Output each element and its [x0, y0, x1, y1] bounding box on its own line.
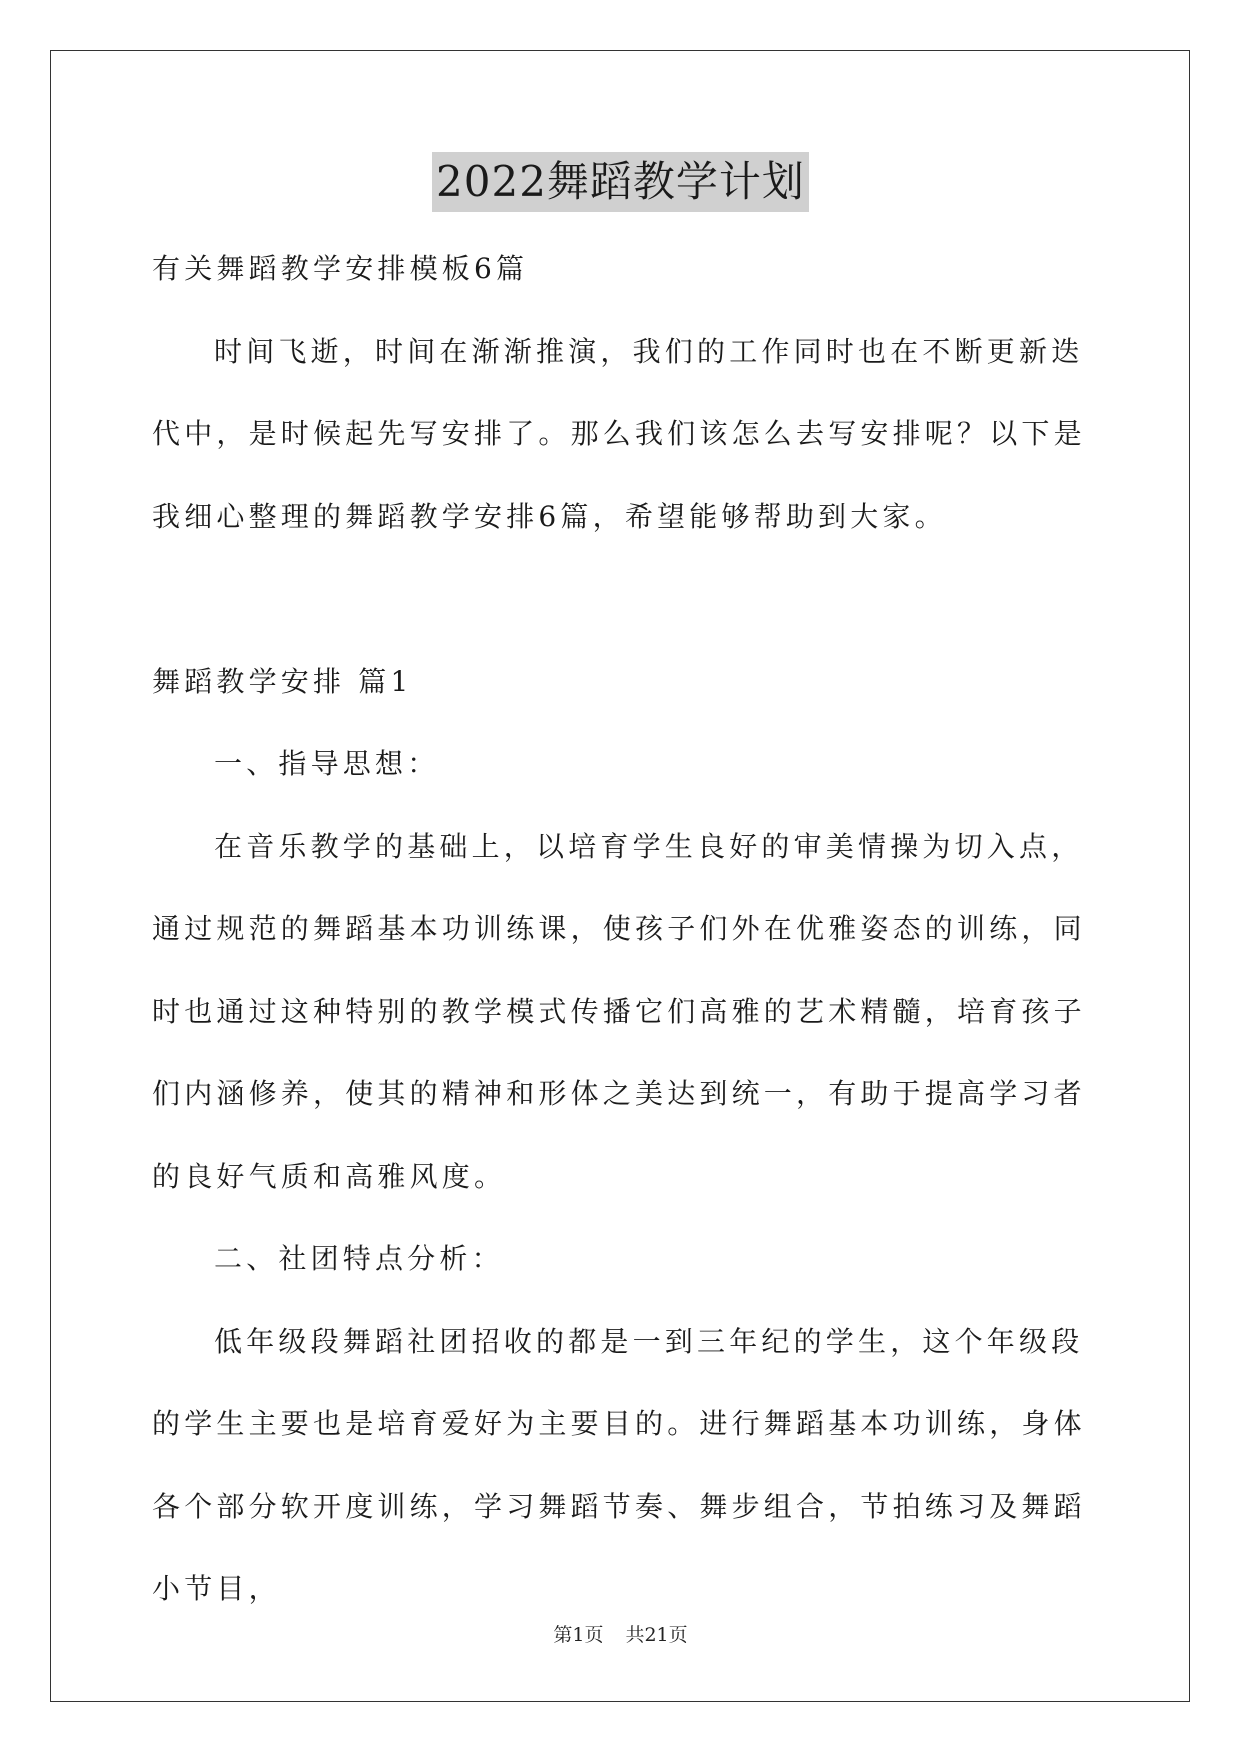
section-spacer — [152, 558, 1090, 641]
paragraph-guiding-ideology: 在音乐教学的基础上，以培育学生良好的审美情操为切入点，通过规范的舞蹈基本功训练课，使孩子们外在优雅姿态的训练，同时也通过这种特别的教学模式传播它们高雅的艺术精髓，培育孩子们内涵修养，使其的精神和形体之美达到统一，有助于提高学习者的良好气质和高雅风度。 — [152, 829, 1086, 1193]
heading-club-analysis: 二、社团特点分析： — [214, 1242, 504, 1275]
document-subtitle: 有关舞蹈教学安排模板6篇 — [152, 252, 529, 285]
page-footer — [0, 1623, 1241, 1647]
document-title: 2022舞蹈教学计划 — [432, 152, 809, 212]
document-body — [152, 228, 1090, 1631]
page-number-total: 共21页 — [625, 1624, 688, 1646]
page-number-current: 第1页 — [553, 1624, 604, 1646]
heading-guiding-ideology: 一、指导思想： — [214, 747, 440, 780]
section-heading: 舞蹈教学安排 篇1 — [152, 664, 413, 698]
intro-paragraph: 时间飞逝，时间在渐渐推演，我们的工作同时也在不断更新迭代中，是时候起先写安排了。那么我们该怎么去写安排呢？以下是我细心整理的舞蹈教学安排6篇，希望能够帮助到大家。 — [152, 334, 1086, 533]
paragraph-club-analysis: 低年级段舞蹈社团招收的都是一到三年纪的学生，这个年级段的学生主要也是培育爱好为主要目的。进行舞蹈基本功训练，身体各个部分软开度训练，学习舞蹈节奏、舞步组合，节拍练习及舞蹈小节目， — [152, 1324, 1086, 1605]
title-container — [0, 152, 1241, 212]
